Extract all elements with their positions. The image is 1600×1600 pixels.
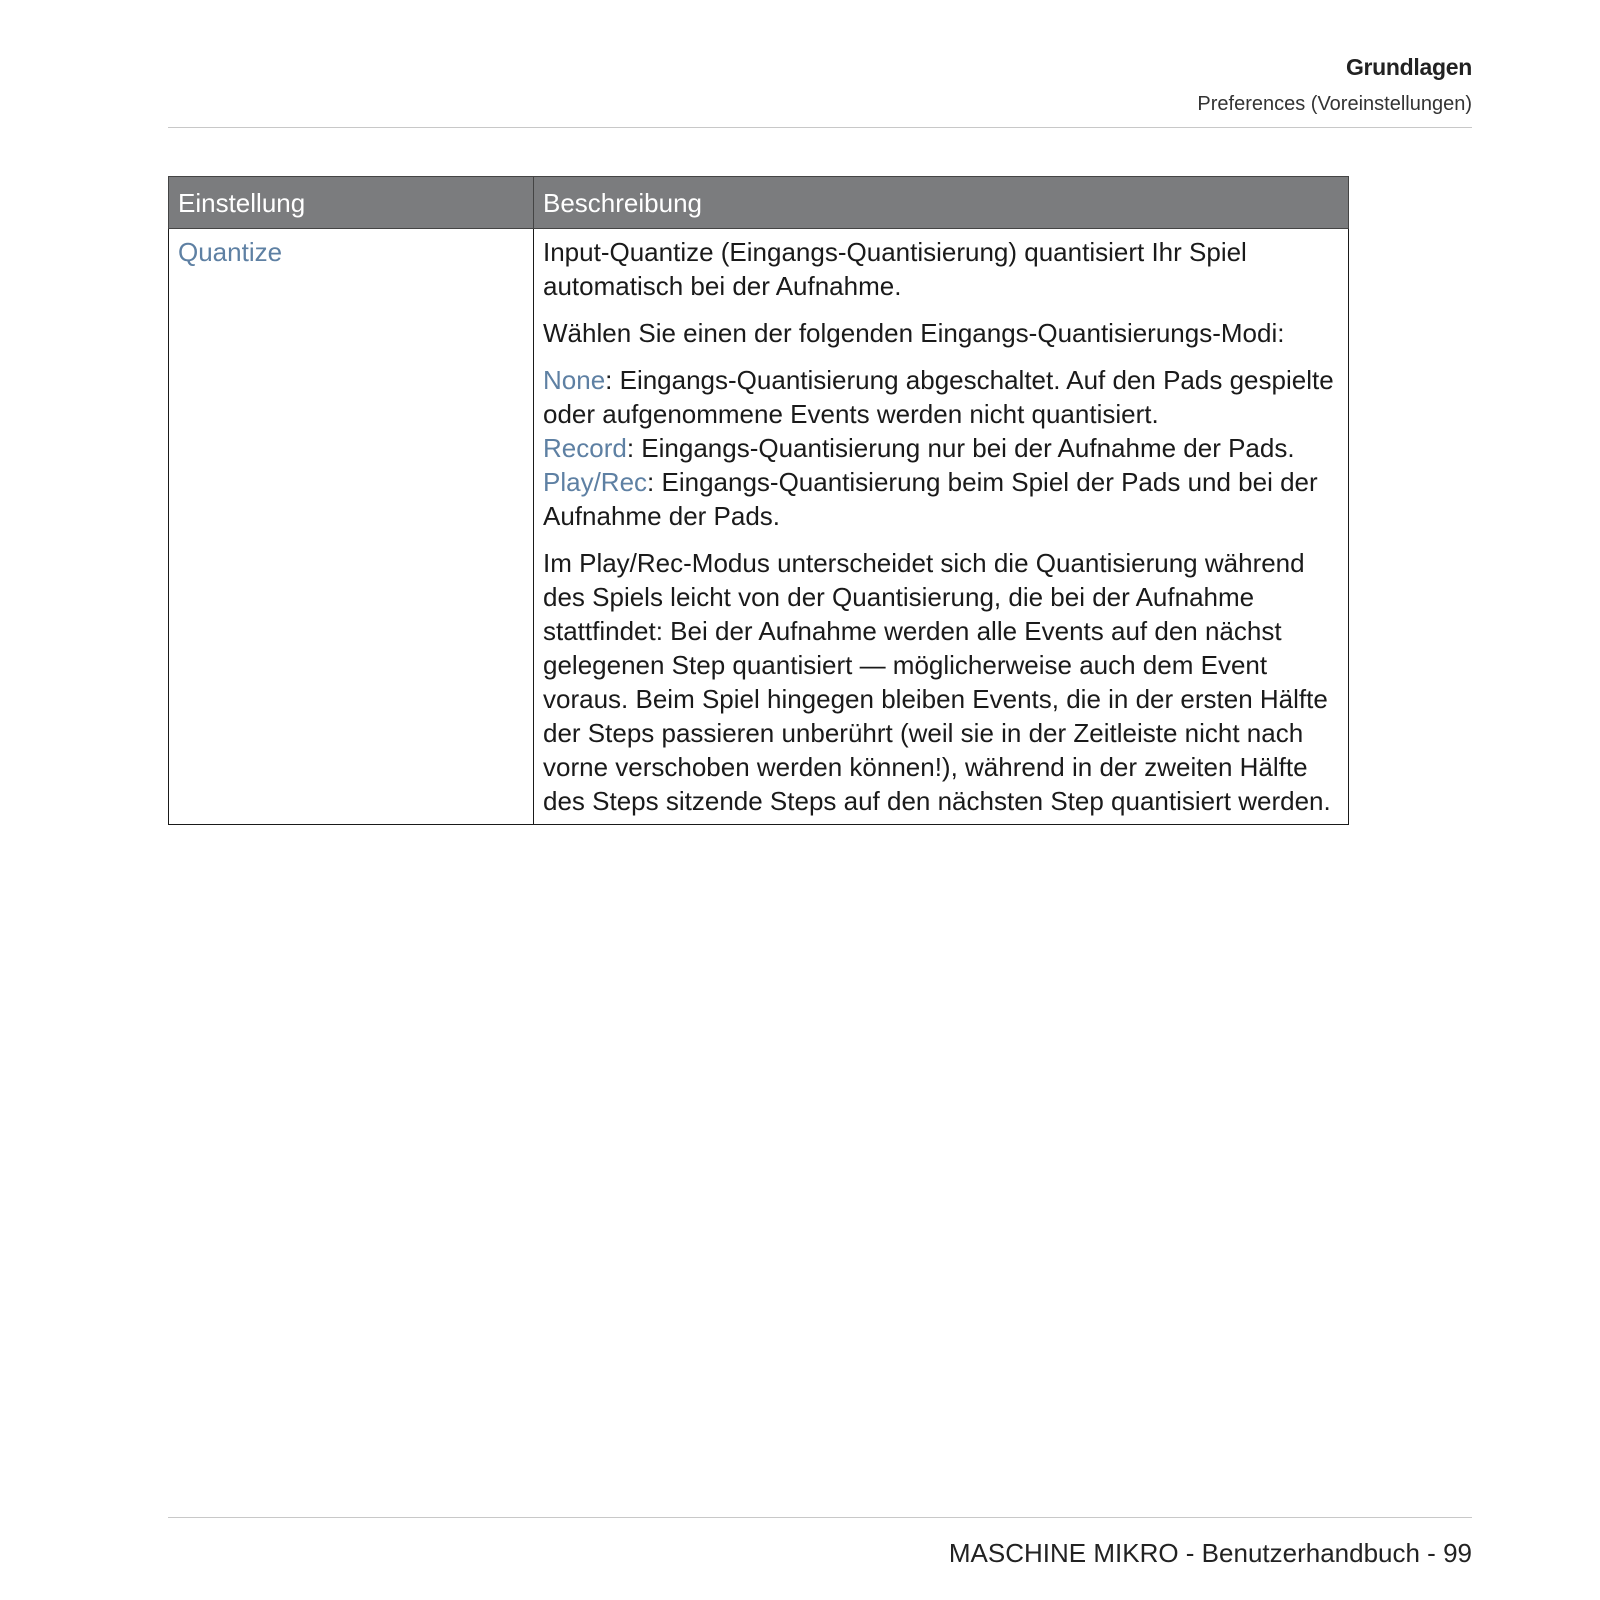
preferences-table [168,176,1349,825]
mode-play-rec [543,467,1318,531]
mode-text: : Eingangs-Quantisierung beim Spiel der Pads und bei der Aufnahme der Pads. [543,467,1318,531]
mode-name: None [543,365,606,395]
description-note: Im Play/Rec-Modus unterscheidet sich die Quantisierung während des Spiels leicht von der Quantisierung, die bei der Aufnahme stattfindet: Bei der Aufnahme werden alle Events auf den nächst gelegenen Step quantisiert — möglicherweise auch dem Event voraus. Beim Spiel hingegen bleiben Events, die in der ersten Hälfte der Steps passieren unberührt (weil sie in der Zeitleiste nicht nach vorne verschoben werden können!), während in der zweiten Hälfte des Steps sitzende Steps auf den nächsten Step quantisiert werden. [543,548,1331,816]
setting-cell [169,229,534,825]
setting-name: Quantize [178,237,283,267]
mode-list [543,363,1339,533]
description-cell [534,229,1349,825]
mode-text: : Eingangs-Quantisierung abgeschaltet. Auf den Pads gespielte oder aufgenommene Events werden nicht quantisiert. [543,365,1334,429]
footer-text: MASCHINE MIKRO - Benutzerhandbuch - 99 [948,1538,1472,1568]
description-intro: Input-Quantize (Eingangs-Quantisierung) quantisiert Ihr Spiel automatisch bei der Aufnahme. [543,237,1247,301]
mode-text: : Eingangs-Quantisierung nur bei der Aufnahme der Pads. [626,433,1295,463]
mode-name: Record [543,433,627,463]
column-header-setting: Einstellung [169,177,534,229]
column-header-description: Beschreibung [534,177,1349,229]
table-header-row [169,177,1349,229]
subsection-title: Preferences (Voreinstellungen) [1197,93,1472,115]
description-choose: Wählen Sie einen der folgenden Eingangs-Quantisierungs-Modi: [543,318,1285,348]
page-footer [168,1517,1472,1568]
mode-name: Play/Rec [543,467,648,497]
mode-record [543,433,1295,463]
page-header [168,50,1472,128]
table-row [169,229,1349,825]
mode-none [543,365,1334,429]
section-title: Grundlagen [1345,54,1472,80]
